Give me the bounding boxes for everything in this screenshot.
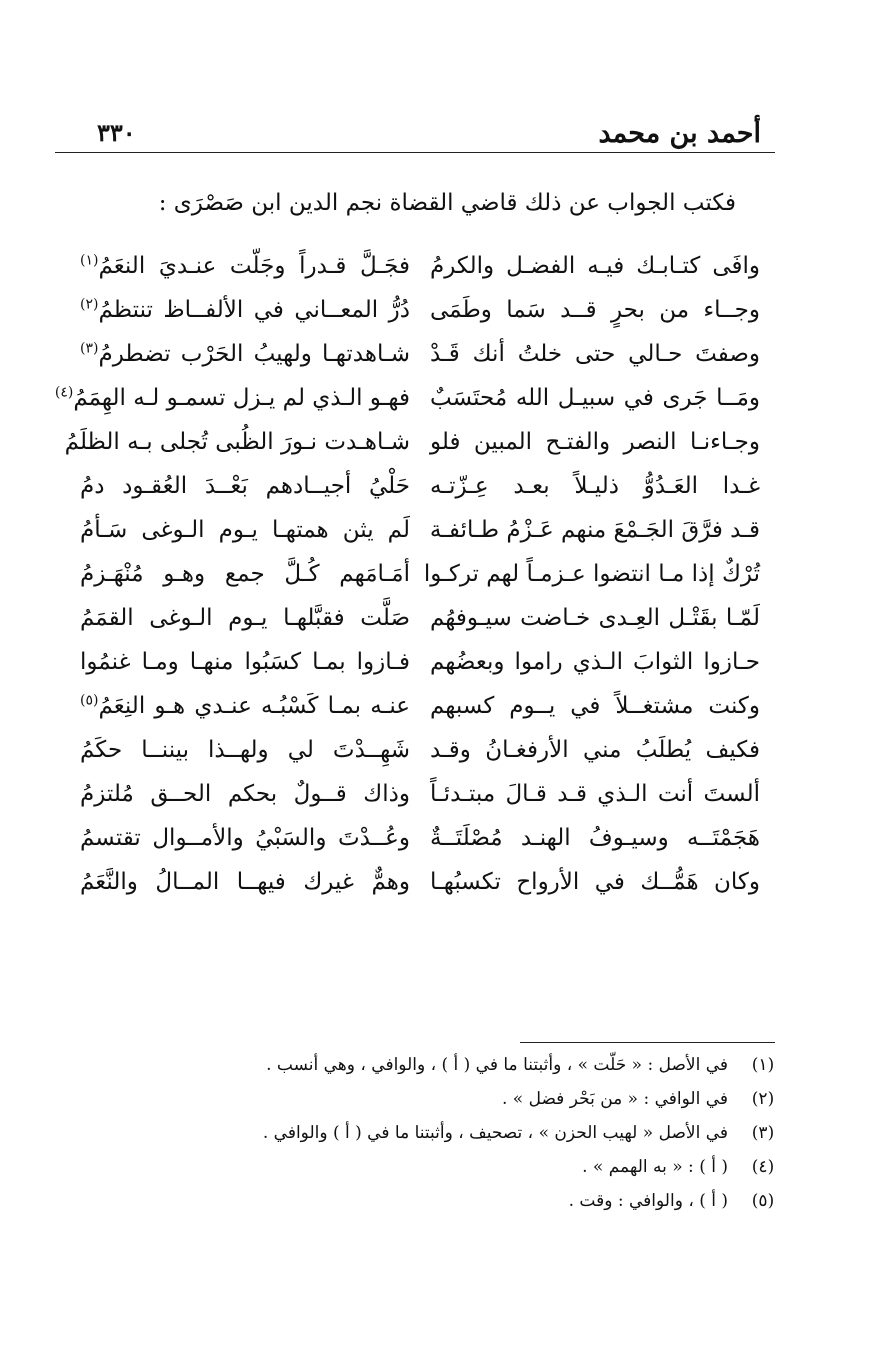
verse-2 xyxy=(80,288,760,332)
footnote-ref-4: (٤) xyxy=(54,384,74,401)
verse-15-first-hemistich: وكان هَمُّــك في الأرواح تكسبُهـا xyxy=(430,869,760,895)
footnote-2 xyxy=(138,1082,778,1116)
footnote-4-text: ( أ ) : « به الهمم » . xyxy=(582,1157,728,1177)
verse-8-second-hemistich: أمَـامَهم كُـلَّ جمع وهـو مُنْهَـزمُ xyxy=(80,561,410,587)
footnote-4-number: (٤) xyxy=(751,1157,775,1177)
verse-2-second-hemistich-text: دُرُّ المعــاني في الألفــاظ تنتظمُ xyxy=(98,297,410,323)
page-number: ٣٣٠ xyxy=(97,118,136,147)
footnote-3-text: في الأصل « لهيب الحزن » ، تصحيف ، وأثبتنا ما في ( أ ) والوافي . xyxy=(262,1123,728,1143)
footnote-4 xyxy=(138,1150,778,1184)
verse-15 xyxy=(80,860,760,904)
verse-13-second-hemistich: وذاك قــولٌ بحكم الحــق مُلتزمُ xyxy=(80,781,410,807)
footnote-ref-1: (١) xyxy=(80,252,99,269)
verse-9-second-hemistich: صَلَّت فقبَّلهـا يـوم الـوغى القمَمُ xyxy=(80,605,410,631)
footnote-1-text: في الأصل : « حَلّت » ، وأثبتنا ما في ( أ ) ، والوافي ، وهي أنسب . xyxy=(266,1055,728,1075)
verse-14 xyxy=(80,816,760,860)
footnote-5-number: (٥) xyxy=(751,1191,775,1211)
verse-11-second-hemistich-text: عنـه بمـا كَسْبُـه عنـدي هـو النِعَمُ xyxy=(98,693,410,719)
verse-4-second-hemistich-text: فهـو الـذي لم يـزل تسمـو لـه الهِمَمُ xyxy=(73,385,410,411)
verse-13-first-hemistich: ألستَ أنت الـذي قـد قـالَ مبتـدئـاً xyxy=(430,781,760,807)
footnote-3-number: (٣) xyxy=(751,1123,775,1143)
verse-14-first-hemistich: هَجَمْتَــه وسيـوفُ الهنـد مُصْلَتَــةٌ xyxy=(430,825,760,851)
footnote-1 xyxy=(138,1048,778,1082)
footnote-2-number: (٢) xyxy=(751,1089,775,1109)
verse-7 xyxy=(80,508,760,552)
verse-10-first-hemistich: حـازوا الثوابَ الـذي راموا وبعضُهم xyxy=(430,649,760,675)
verse-6-first-hemistich: غـدا العَـدُوُّ ذليـلاً بعـد عِـزّتـه xyxy=(430,473,760,499)
verse-6 xyxy=(80,464,760,508)
verse-11 xyxy=(80,684,760,728)
verse-13 xyxy=(80,772,760,816)
verse-14-second-hemistich: وعُــدْتَ والسَبْيُ والأمــوال تقتسمُ xyxy=(80,825,410,851)
verse-11-second-hemistich xyxy=(80,684,410,728)
verse-5-second-hemistich: شـاهـدت نـورَ الظُبى تُجلى بـه الظلَمُ xyxy=(64,429,410,455)
running-title: أحمد بن محمد xyxy=(598,118,761,149)
verse-8-first-hemistich: تُرْكٌ إذا مـا انتضوا عـزمـاً لهم تركـوا xyxy=(423,561,760,587)
verse-2-second-hemistich xyxy=(80,288,410,332)
verse-4-second-hemistich xyxy=(54,376,410,420)
verse-1 xyxy=(80,244,760,288)
verse-4 xyxy=(54,376,760,420)
intro-line: فكتب الجواب عن ذلك قاضي القضاة نجم الدين ابن صَصْرَى : xyxy=(158,190,736,216)
footnote-5-text: ( أ ) ، والوافي : وقت . xyxy=(568,1191,728,1211)
header-rule xyxy=(55,152,775,153)
verse-7-second-hemistich: لَم يثن همتهـا يـوم الـوغى سَـأمُ xyxy=(80,517,410,543)
footnote-2-text: في الوافي : « من بَحْر فضل » . xyxy=(501,1089,728,1109)
footnote-ref-5: (٥) xyxy=(80,692,99,709)
verse-12 xyxy=(80,728,760,772)
verse-9 xyxy=(80,596,760,640)
footnote-rule xyxy=(520,1042,775,1043)
verse-12-second-hemistich: شَهِــدْتَ لي ولهــذا بيننــا حكَمُ xyxy=(80,737,410,763)
verse-3-second-hemistich-text: شـاهدتهـا ولهيبُ الحَرْب تضطرمُ xyxy=(98,341,410,367)
verse-1-second-hemistich xyxy=(80,244,410,288)
verse-1-second-hemistich-text: فجَـلَّ قـدراً وجَلّت عنـديَ النعَمُ xyxy=(98,253,410,279)
verse-5 xyxy=(64,420,760,464)
verse-10 xyxy=(80,640,760,684)
verse-15-second-hemistich: وهمٌّ غيرك فيهــا المــالُ والنَّعَمُ xyxy=(80,869,410,895)
poem xyxy=(54,244,760,924)
verse-1-first-hemistich: وافَى كتـابـك فيـه الفضـل والكرمُ xyxy=(430,253,760,279)
verse-4-first-hemistich: ومَــا جَرى في سبيـل الله مُحتَسَبٌ xyxy=(430,385,760,411)
verse-10-second-hemistich: فـازوا بمـا كسَبُوا منهـا ومـا غنمُوا xyxy=(80,649,410,675)
verse-11-first-hemistich: وكنت مشتغــلاً في يــوم كسبهم xyxy=(430,693,760,719)
verse-3-first-hemistich: وصفتَ حـالي حتى خلتُ أنك قَـدْ xyxy=(430,341,760,367)
verse-8 xyxy=(80,552,760,596)
verse-5-first-hemistich: وجـاءنـا النصر والفتـح المبين فلو xyxy=(430,429,760,455)
footnote-5 xyxy=(138,1184,778,1218)
footnote-3 xyxy=(138,1116,778,1150)
verse-7-first-hemistich: قـد فرَّقَ الجَـمْعَ منهم عَـزْمُ طـائفـة xyxy=(429,517,760,543)
footnote-1-number: (١) xyxy=(751,1055,775,1075)
verse-9-first-hemistich: لَمّـا بقَتْـل العِـدى خـاضت سيـوفهُم xyxy=(430,605,760,631)
verse-12-first-hemistich: فكيف يُطلَبُ مني الأرفغـانُ وقـد xyxy=(430,737,760,763)
verse-3 xyxy=(80,332,760,376)
verse-2-first-hemistich: وجــاء من بحرٍ قــد سَما وطَمَى xyxy=(430,297,760,323)
footnote-ref-3: (٣) xyxy=(80,340,99,357)
footnote-ref-2: (٢) xyxy=(80,296,99,313)
footnotes xyxy=(138,1048,778,1218)
verse-3-second-hemistich xyxy=(80,332,410,376)
verse-6-second-hemistich: حَلْيُ أجيــادهم بَعْــدَ العُقـود دمُ xyxy=(80,473,410,499)
